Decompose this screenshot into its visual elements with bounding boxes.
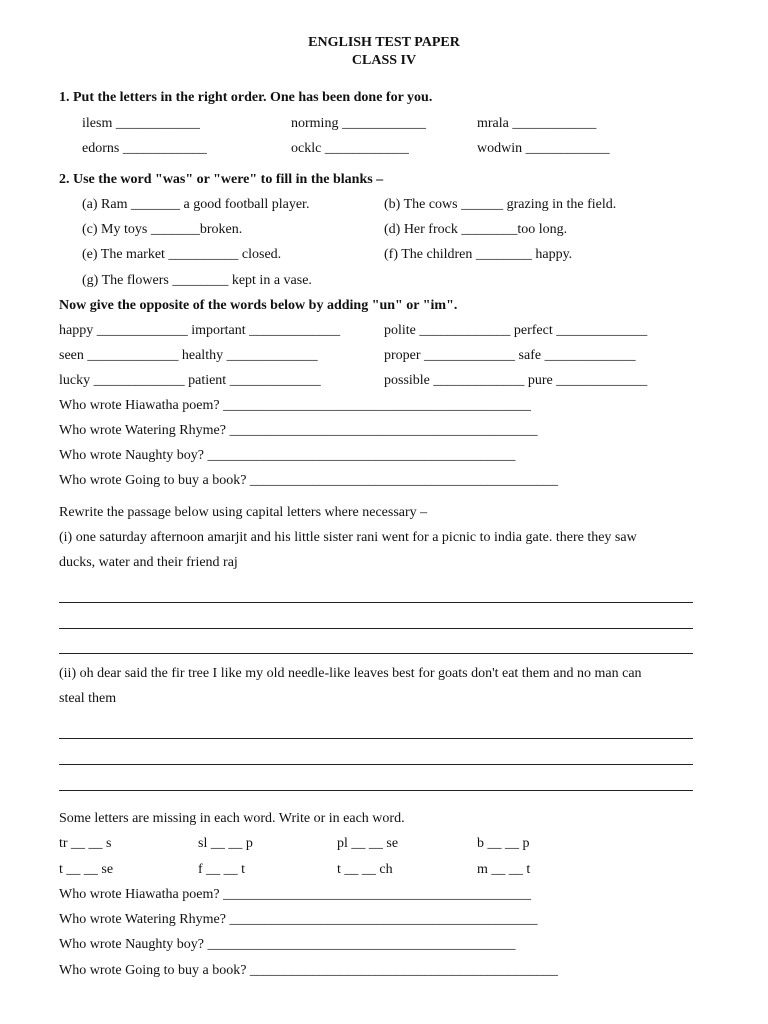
capitals-heading: Rewrite the passage below using capital letters where necessary – [59, 505, 428, 520]
q2-heading: 2. Use the word "was" or "were" to fill in the blanks – [59, 172, 384, 187]
author-question: Who wrote Watering Rhyme? ____________________________________________ [59, 912, 538, 927]
missing-word: tr __ __ s [59, 836, 112, 851]
missing-word: t __ __ se [59, 862, 114, 877]
q2-item: (b) The cows ______ grazing in the field. [384, 197, 617, 212]
paper-subtitle: CLASS IV [351, 53, 417, 68]
q2-item: (e) The market __________ closed. [82, 247, 282, 262]
opposites-row: happy _____________ important _____________ [59, 323, 341, 338]
q2-item: (c) My toys _______broken. [82, 222, 243, 237]
q1-word: ilesm ____________ [82, 116, 200, 131]
opposites-row: seen _____________ healthy _____________ [59, 348, 318, 363]
answer-line [59, 653, 693, 654]
q1-word: wodwin ____________ [477, 141, 610, 156]
missing-heading: Some letters are missing in each word. Write or in each word. [59, 811, 405, 826]
opposites-row: possible _____________ pure _____________ [384, 373, 648, 388]
author-question: Who wrote Hiawatha poem? ____________________________________________ [59, 887, 532, 902]
author-question: Who wrote Going to buy a book? ____________________________________________ [59, 963, 558, 978]
answer-line [59, 790, 693, 791]
passage-two-line: steal them [59, 691, 117, 706]
missing-word: f __ __ t [198, 862, 246, 877]
passage-two-line: (ii) oh dear said the fir tree I like my old needle-like leaves best for goats don't eat them and no man can [59, 666, 642, 681]
q1-heading: 1. Put the letters in the right order. One has been done for you. [59, 90, 433, 105]
q1-word: edorns ____________ [82, 141, 207, 156]
author-question: Who wrote Naughty boy? ____________________________________________ [59, 448, 516, 463]
missing-word: t __ __ ch [337, 862, 393, 877]
answer-line [59, 764, 693, 765]
opposites-row: proper _____________ safe _____________ [384, 348, 636, 363]
author-question: Who wrote Naughty boy? ____________________________________________ [59, 937, 516, 952]
q2-item: (f) The children ________ happy. [384, 247, 573, 262]
q2-item: (g) The flowers ________ kept in a vase. [82, 273, 312, 288]
missing-word: b __ __ p [477, 836, 530, 851]
answer-line [59, 602, 693, 603]
author-question: Who wrote Watering Rhyme? ____________________________________________ [59, 423, 538, 438]
paper-title: ENGLISH TEST PAPER [308, 35, 460, 50]
passage-one-line: (i) one saturday afternoon amarjit and his little sister rani went for a picnic to india gate. there they saw [59, 530, 637, 545]
q1-word: norming ____________ [291, 116, 426, 131]
opposites-row: polite _____________ perfect _____________ [384, 323, 648, 338]
passage-one-line: ducks, water and their friend raj [59, 555, 238, 570]
q2-item: (d) Her frock ________too long. [384, 222, 568, 237]
missing-word: m __ __ t [477, 862, 531, 877]
q1-word: ocklc ____________ [291, 141, 409, 156]
missing-word: pl __ __ se [337, 836, 399, 851]
author-question: Who wrote Hiawatha poem? ____________________________________________ [59, 398, 532, 413]
q2-item: (a) Ram _______ a good football player. [82, 197, 310, 212]
opposites-row: lucky _____________ patient _____________ [59, 373, 321, 388]
author-question: Who wrote Going to buy a book? ____________________________________________ [59, 473, 558, 488]
answer-line [59, 738, 693, 739]
opposites-heading: Now give the opposite of the words below by adding "un" or "im". [59, 298, 458, 313]
answer-line [59, 628, 693, 629]
missing-word: sl __ __ p [198, 836, 253, 851]
q1-word: mrala ____________ [477, 116, 597, 131]
